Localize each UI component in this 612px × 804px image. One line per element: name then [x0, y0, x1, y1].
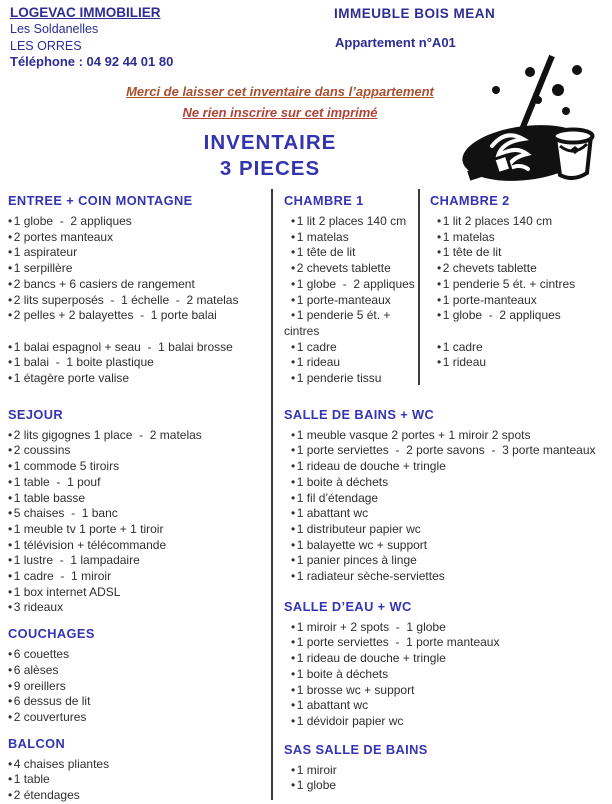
building-name: IMMEUBLE BOIS MEAN [334, 6, 496, 21]
section-title: BALCON [8, 735, 66, 751]
column-right [430, 190, 611, 371]
inventory-item: • 1 matelas [284, 230, 611, 246]
section-title: SALLE DE BAINS + WC [284, 406, 435, 422]
section-chambre2 [430, 193, 611, 371]
section-title: SAS SALLE DE BAINS [284, 741, 428, 757]
column-divider-left [271, 189, 273, 800]
section-sas-salle-de-bains [284, 742, 611, 794]
inventory-item: • 1 boite à déchets [284, 475, 611, 491]
inventory-item: • 4 chaises pliantes [8, 757, 270, 773]
inventory-item: • 1 balayette wc + support [284, 538, 611, 554]
inventory-item: • 1 boite à déchets [284, 667, 611, 683]
section-title: CHAMBRE 1 [284, 193, 364, 208]
inventory-item: • 2 étendages [8, 788, 270, 804]
inventory-item: • 6 couettes [8, 647, 270, 663]
section-title: ENTREE + COIN MONTAGNE [8, 193, 193, 208]
page-subtitle: 3 PIECES [219, 157, 321, 180]
inventory-item: • 1 box internet ADSL [8, 585, 270, 601]
inventory-item: • 1 distributeur papier wc [284, 522, 611, 538]
agency-name: LOGEVAC IMMOBILIER [10, 5, 161, 20]
inventory-item: • 1 porte serviettes - 2 porte savons - 3 porte manteaux [284, 443, 611, 459]
inventory-item: • 1 serpillère [8, 261, 270, 277]
inventory-item: • 1 fil d’étendage [284, 491, 611, 507]
inventory-item: • 2 portes manteaux [8, 230, 270, 246]
agency-city: LES ORRES [10, 38, 82, 53]
inventory-item: • 1 globe [284, 778, 611, 794]
blank-line [430, 324, 611, 340]
inventory-item: • 1 globe - 2 appliques [8, 214, 270, 230]
inventory-item: • 1 cadre [284, 340, 611, 356]
section-title: SEJOUR [8, 406, 64, 422]
inventory-item: • 2 lits gigognes 1 place - 2 matelas [8, 428, 270, 444]
inventory-item: • 1 miroir [284, 763, 611, 779]
inventory-item: • 1 lustre - 1 lampadaire [8, 553, 270, 569]
section-entree [8, 193, 270, 387]
inventory-item: • 1 miroir + 2 spots - 1 globe [284, 620, 611, 636]
section-title: SALLE D’EAU + WC [284, 598, 412, 614]
inventory-item: • 1 porte-manteaux [430, 293, 611, 309]
inventory-item: • 1 rideau de douche + tringle [284, 459, 611, 475]
inventory-item: • 1 radiateur sèche-serviettes [284, 569, 611, 585]
inventory-item: • 1 télévision + télécommande [8, 538, 270, 554]
inventory-item: • 1 penderie tissu [284, 371, 611, 387]
notice-keep-inventory: Merci de laisser cet inventaire dans l’appartement [126, 84, 434, 99]
inventory-item: • 1 porte-manteaux [284, 293, 611, 309]
inventory-item: • 1 cadre [430, 340, 611, 356]
inventory-item: • 1 abattant wc [284, 506, 611, 522]
inventory-item: • 1 meuble tv 1 porte + 1 tiroir [8, 522, 270, 538]
notice-do-not-write: Ne rien inscrire sur cet imprimé [182, 105, 378, 120]
inventory-item: • 1 rideau [430, 355, 611, 371]
agency-block [10, 5, 173, 70]
inventory-item: • 1 penderie 5 ét. + cintres [430, 277, 611, 293]
section-salle-de-bains-wc [284, 407, 611, 585]
agency-phone: Téléphone : 04 92 44 01 80 [10, 53, 174, 69]
inventory-item: • 1 brosse wc + support [284, 683, 611, 699]
inventory-item: • 1 table - 1 pouf [8, 475, 270, 491]
agency-residence: Les Soldanelles [10, 22, 99, 37]
inventory-item: • 2 couvertures [8, 710, 270, 726]
inventory-item: • 1 étagère porte valise [8, 371, 270, 387]
inventory-item: • 1 cadre - 1 miroir [8, 569, 270, 585]
inventory-item: • 1 tête de lit [430, 245, 611, 261]
section-sejour [8, 407, 270, 616]
inventory-item: • 1 panier pinces à linge [284, 553, 611, 569]
inventory-item: • 2 chevets tablette [430, 261, 611, 277]
inventory-item: • 1 aspirateur [8, 245, 270, 261]
inventory-item: • 2 coussins [8, 443, 270, 459]
inventory-item: • 1 tête de lit [284, 245, 611, 261]
inventory-item: • 2 pelles + 2 balayettes - 1 porte balai [8, 308, 270, 324]
inventory-item: • 1 globe - 2 appliques [430, 308, 611, 324]
inventory-item: • 1 balai - 1 boite plastique [8, 355, 270, 371]
section-title: COUCHAGES [8, 626, 95, 642]
inventory-item: • 1 table basse [8, 491, 270, 507]
page-title: INVENTAIRE [203, 131, 337, 154]
inventory-item: • 2 bancs + 6 casiers de rangement [8, 277, 270, 293]
inventory-item: • 1 matelas [430, 230, 611, 246]
apartment-number: Appartement n°A01 [335, 35, 456, 50]
inventory-item: • 3 rideaux [8, 600, 270, 616]
inventory-item: • 5 chaises - 1 banc [8, 506, 270, 522]
section-title: CHAMBRE 2 [430, 193, 510, 208]
inventory-item: • 6 alèses [8, 663, 270, 679]
inventory-item: • 1 lit 2 places 140 cm [430, 214, 611, 230]
inventory-item: • 1 dévidoir papier wc [284, 714, 611, 730]
section-couchages [8, 626, 270, 726]
column-left [8, 190, 270, 804]
cleaning-mop-bucket-icon [452, 54, 598, 188]
inventory-item: • 1 meuble vasque 2 portes + 1 miroir 2 spots [284, 428, 611, 444]
blank-line [8, 324, 270, 340]
inventory-item: • 1 lit 2 places 140 cm [284, 214, 611, 230]
section-balcon [8, 736, 270, 804]
inventory-item: • 2 lits superposés - 1 échelle - 2 matelas [8, 293, 270, 309]
inventory-item: • 1 porte serviettes - 1 porte manteaux [284, 635, 611, 651]
inventory-item: • 1 table [8, 772, 270, 788]
inventory-item: • 1 penderie 5 ét. + [284, 308, 611, 324]
inventory-item: • 1 rideau de douche + tringle [284, 651, 611, 667]
inventory-item: • 1 commode 5 tiroirs [8, 459, 270, 475]
inventory-item: • 1 rideau [284, 355, 611, 371]
inventory-item-wrapped-line: cintres [284, 323, 320, 338]
inventory-item: • 6 dessus de lit [8, 694, 270, 710]
inventory-item: • 9 oreillers [8, 679, 270, 695]
inventory-item: • 1 globe - 2 appliques [284, 277, 611, 293]
section-salle-d-eau-wc [284, 599, 611, 730]
inventory-item: • 2 chevets tablette [284, 261, 611, 277]
inventory-item: • 1 abattant wc [284, 698, 611, 714]
inventory-item: • 1 balai espagnol + seau - 1 balai brosse [8, 340, 270, 356]
